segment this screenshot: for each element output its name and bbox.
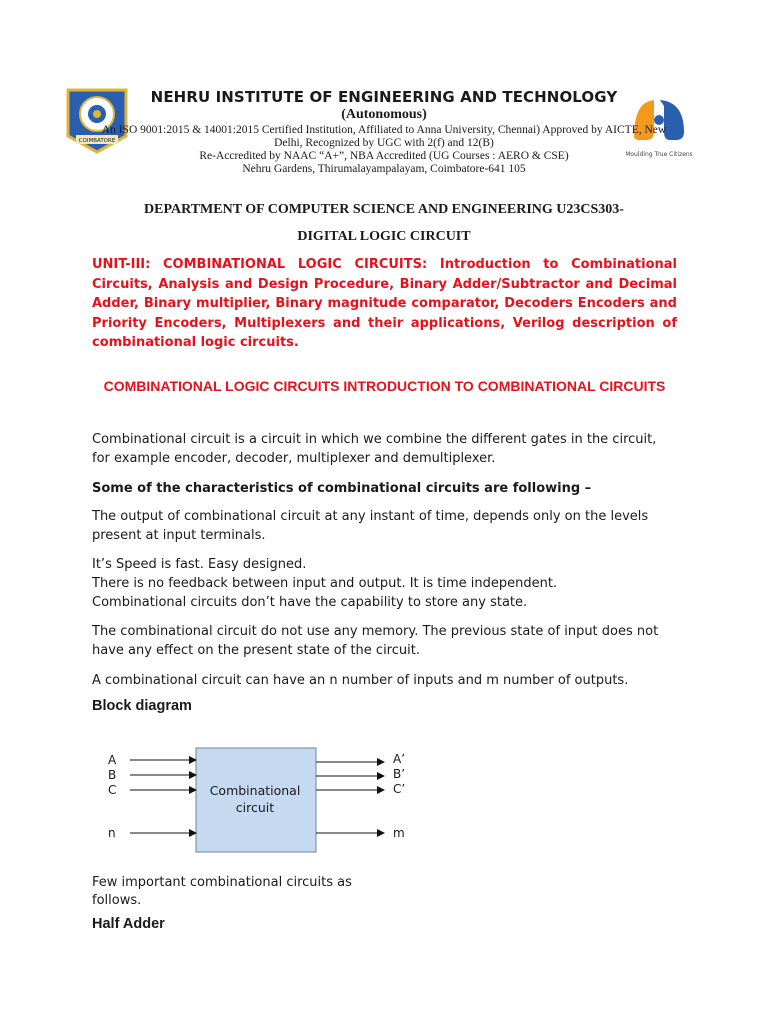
input-label-a: A: [108, 753, 117, 767]
box-label-line-2: circuit: [235, 800, 275, 815]
output-label-m: m: [393, 826, 405, 840]
header-line-3: Re-Accredited by NAAC “A+”, NBA Accredited (UG Courses : AERO & CSE): [199, 150, 569, 162]
speed-line: It’s Speed is fast. Easy designed.: [92, 557, 307, 572]
autonomous-label: (Autonomous): [341, 107, 427, 122]
logo-tagline: Moulding True Citizens: [626, 151, 692, 158]
institution-name: NEHRU INSTITUTE OF ENGINEERING AND TECHNOLOGY: [150, 88, 618, 106]
intro-paragraph: Combinational circuit is a circuit in which we combine the different gates in the circuit, for example encoder, decoder, multiplexer and demultiplexer.: [92, 432, 657, 466]
section-heading: COMBINATIONAL LOGIC CIRCUITS INTRODUCTION TO COMBINATIONAL CIRCUITS: [103, 378, 666, 394]
box-label-line-1: Combinational: [209, 783, 301, 798]
input-label-n: n: [108, 826, 116, 840]
header-line-2: Delhi, Recognized by UGC with 2(f) and 12(B): [274, 137, 494, 149]
department-title: DEPARTMENT OF COMPUTER SCIENCE AND ENGINEERING U23CS303-: [144, 202, 624, 217]
block-diagram-heading: Block diagram: [92, 698, 192, 714]
course-title: DIGITAL LOGIC CIRCUIT: [297, 229, 471, 244]
header-line-1: An ISO 9001:2015 & 14001:2015 Certified Institution, Affiliated to Anna University, Chennai) Approved by AICTE, New: [101, 124, 667, 136]
feedback-line: There is no feedback between input and output. It is time independent.: [92, 576, 558, 591]
memory-paragraph: The combinational circuit do not use any memory. The previous state of input does not have any effect on the present state of the circuit.: [92, 624, 659, 658]
output-label-a: A’: [393, 752, 406, 766]
inputs-paragraph: A combinational circuit can have an n number of inputs and m number of outputs.: [92, 673, 629, 688]
characteristics-heading: Some of the characteristics of combinational circuits are following –: [92, 481, 592, 496]
output-label-b: B’: [393, 767, 406, 781]
half-adder-heading: Half Adder: [92, 916, 165, 932]
block-diagram: [92, 740, 422, 860]
unit-description: UNIT-III: COMBINATIONAL LOGIC CIRCUITS: Introduction to Combinational Circuits, Analysis and Design Procedure, Binary Adder/Subtractor and Decimal Adder, Binary multiplier, Binary magnitude comparator, Decoders Encoders and Priority Encoders, Multiplexers and their applications, Verilog description of combinational logic circuits.: [92, 257, 677, 350]
few-circuits-text: Few important combinational circuits as follows.: [92, 875, 352, 908]
input-label-b: B: [108, 768, 117, 782]
output-paragraph: The output of combinational circuit at any instant of time, depends only on the levels present at input terminals.: [92, 509, 649, 543]
output-label-c: C’: [393, 782, 406, 796]
store-line: Combinational circuits don’t have the capability to store any state.: [92, 595, 528, 610]
input-label-c: C: [108, 783, 117, 797]
header-line-4: Nehru Gardens, Thirumalayampalayam, Coimbatore-641 105: [242, 163, 526, 175]
logo-ribbon-text: COIMBATORE: [78, 138, 116, 144]
